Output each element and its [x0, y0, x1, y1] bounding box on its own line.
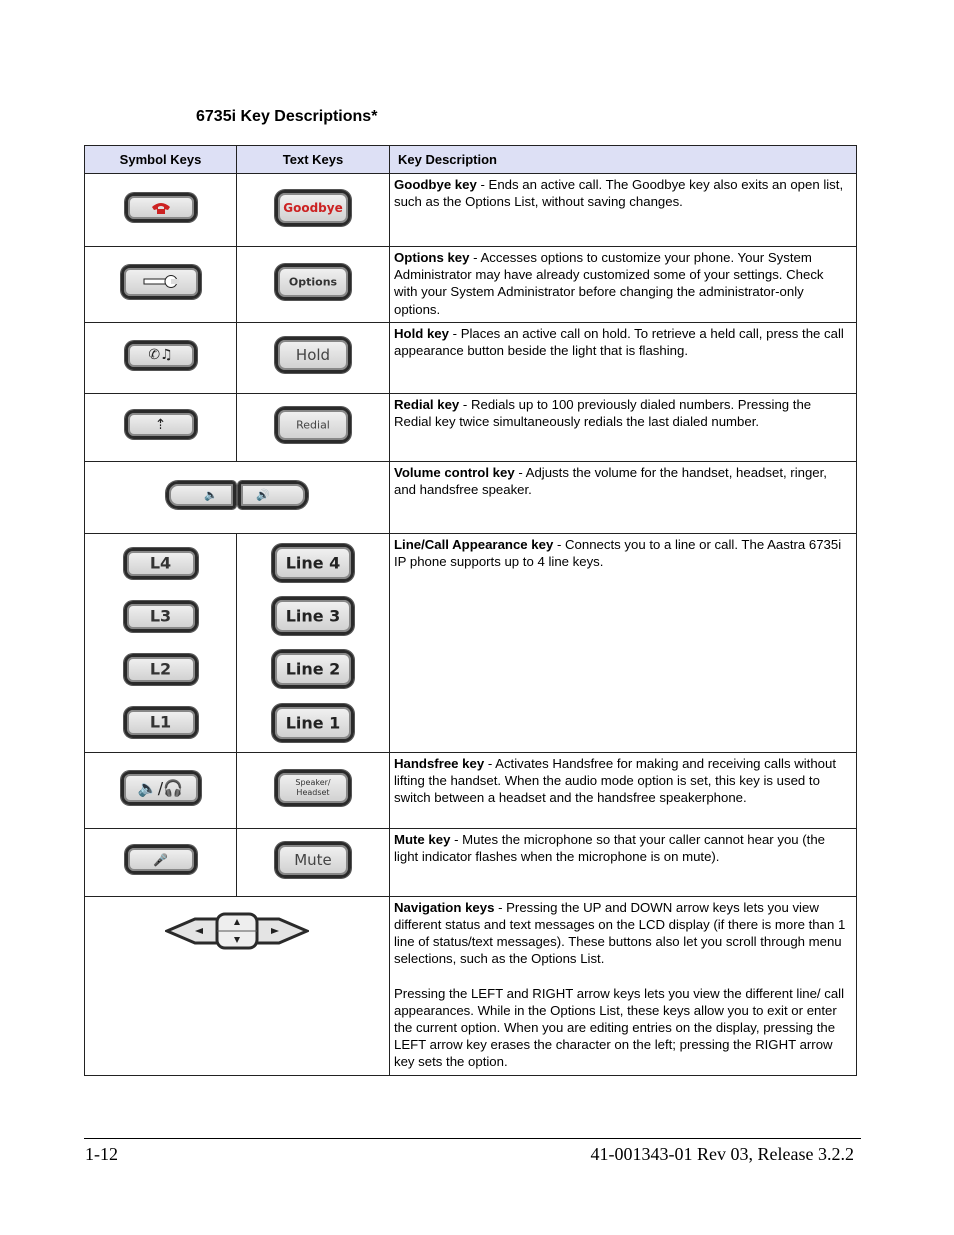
handsfree-text-key — [275, 770, 351, 806]
line-2-symbol-key — [124, 654, 198, 685]
volume-key-name: Volume control key — [394, 464, 515, 480]
line-4-symbol-label: L4 — [149, 553, 172, 573]
redial-text-key — [275, 407, 351, 443]
arrow-pad-icon — [165, 911, 309, 951]
speaker-label-line2: Headset — [296, 787, 330, 797]
up-arrow-icon: ⇡ — [154, 416, 167, 433]
volume-key-description: - Adjusts the volume for the handset, headset, ringer, and handsfree speaker. — [394, 464, 827, 498]
document-id: 41-001343-01 Rev 03, Release 3.2.2 — [590, 1144, 854, 1164]
options-key-label: Options — [288, 275, 338, 289]
header-text-keys: Text Keys — [237, 146, 390, 174]
line-3-symbol-label: L3 — [149, 606, 172, 626]
redial-key-label: Redial — [296, 418, 330, 432]
line-3-symbol-key — [124, 601, 198, 632]
table-row — [85, 533, 857, 752]
goodbye-key-description: - Ends an active call. The Goodbye key also exits an open list, such as the Options List, without saving changes. — [394, 177, 844, 210]
options-key-description: - Accesses options to customize your phone. Your System Administrator may have already customized some of your settings. Check with your System Administrator before changing the administrator-only options. — [394, 250, 824, 317]
line-1-text-label: Line 1 — [285, 713, 341, 733]
line-3-text-label: Line 3 — [285, 606, 341, 626]
key-descriptions-table — [84, 145, 857, 1076]
line-1-text-key — [272, 704, 354, 742]
microphone-icon: 🎤 — [153, 852, 168, 867]
goodbye-key-label: Goodbye — [283, 200, 343, 215]
speaker-volume-up-icon: 🔊 — [256, 488, 270, 502]
hold-text-key — [275, 337, 351, 373]
wrench-icon — [124, 268, 198, 296]
mute-symbol-key — [125, 845, 197, 874]
line-2-text-key — [272, 650, 354, 688]
handsfree-key-description: - Activates Handsfree for making and receiving calls without lifting the handset. When the audio mode option is set, this key is used to switch between a headset and the handsfree speakerphone. — [394, 755, 837, 806]
options-symbol-key — [121, 265, 201, 299]
hold-symbol-key — [125, 341, 197, 370]
hold-key-name: Hold key — [394, 325, 449, 341]
footer-divider — [84, 1138, 861, 1139]
hold-key-label: Hold — [295, 346, 331, 365]
line-2-text-label: Line 2 — [285, 659, 341, 679]
line-2-symbol-label: L2 — [149, 659, 172, 679]
mute-key-label: Mute — [294, 850, 332, 869]
goodbye-text-key — [275, 190, 351, 226]
table-header-row — [85, 146, 857, 174]
speaker-headset-icon: 🔈/🎧 — [137, 778, 184, 798]
table-row — [85, 896, 857, 1075]
header-key-description: Key Description — [390, 146, 857, 174]
line-4-text-key — [272, 544, 354, 582]
line-4-text-label: Line 4 — [285, 553, 341, 573]
options-key-name: Options key — [394, 250, 470, 265]
navigation-key-name: Navigation keys — [394, 899, 495, 915]
line-1-symbol-label: L1 — [149, 712, 172, 732]
redial-key-name: Redial key — [394, 396, 460, 412]
hang-up-handset-icon — [128, 196, 194, 219]
table-row — [85, 174, 857, 247]
navigation-keys — [165, 911, 309, 951]
handsfree-key-name: Handsfree key — [394, 755, 485, 771]
header-symbol-keys: Symbol Keys — [85, 146, 237, 174]
handsfree-symbol-key — [121, 771, 201, 805]
goodbye-symbol-key — [125, 193, 197, 222]
redial-key-description: - Redials up to 100 previously dialed numbers. Pressing the Redial key twice simultaneously redials the last dialed number. — [394, 396, 812, 430]
redial-symbol-key — [125, 410, 197, 439]
line-3-text-key — [272, 597, 354, 635]
mute-key-description: - Mutes the microphone so that your caller cannot hear you (the light indicator flashes when the microphone is on mute). — [394, 831, 826, 865]
line-text-keys — [237, 538, 389, 748]
navigation-key-description-2: Pressing the LEFT and RIGHT arrow keys lets you view the different line/ call appearances. While in the Options List, these keys allow you to exit or enter the current option. When you are editing entries on the display, pressing the LEFT arrow key erases the character on the left; pressing the RIGHT arrow key sets the option. — [394, 985, 845, 1070]
volume-control-keys — [166, 481, 308, 509]
hold-key-description: - Places an active call on hold. To retrieve a held call, press the call appearance button beside the light that is flashing. — [394, 325, 844, 359]
page-number: 1-12 — [85, 1144, 118, 1164]
line-key-description: - Connects you to a line or call. The Aastra 6735i IP phone supports up to 4 line keys. — [394, 536, 842, 570]
navigation-key-description: - Pressing the UP and DOWN arrow keys lets you view different status and text messages on the LCD display (if there is more than 1 line of status/text messages). These buttons also let you scroll through menu selections, such as the Options List. — [394, 899, 846, 967]
table-row — [85, 322, 857, 393]
handset-with-note-icon: ✆♫ — [148, 347, 173, 364]
mute-key-name: Mute key — [394, 831, 451, 847]
table-row — [85, 247, 857, 323]
section-title: 6735i Key Descriptions* — [196, 108, 378, 125]
speaker-volume-down-icon: 🔈 — [204, 488, 218, 502]
line-symbol-keys — [85, 536, 236, 750]
speaker-label-line1: Speaker/ — [295, 777, 331, 787]
mute-text-key — [275, 842, 351, 878]
options-text-key — [275, 264, 351, 300]
speaker-headset-label — [278, 778, 348, 798]
line-4-symbol-key — [124, 548, 198, 579]
table-row — [85, 461, 857, 533]
table-row — [85, 828, 857, 896]
volume-down-key — [166, 481, 236, 509]
table-row — [85, 393, 857, 461]
volume-up-key — [238, 481, 308, 509]
line-1-symbol-key — [124, 707, 198, 738]
table-row — [85, 752, 857, 828]
line-key-name: Line/Call Appearance key — [394, 536, 554, 552]
goodbye-key-name: Goodbye key — [394, 177, 477, 192]
